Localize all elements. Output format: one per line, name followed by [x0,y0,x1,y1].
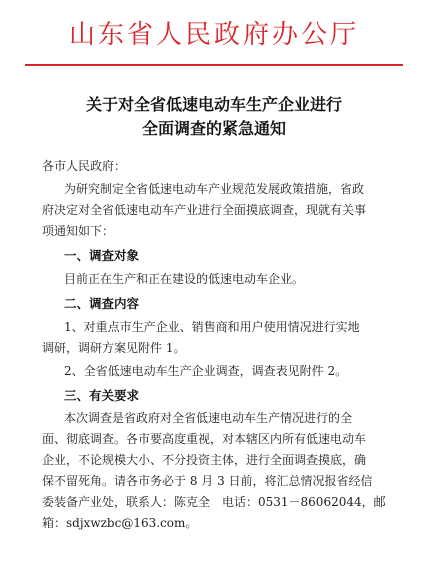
issuing-office: 山东省人民政府办公厅 [68,19,359,50]
salutation: 各市人民政府： [42,159,127,173]
intro-line: 府决定对全省低速电动车产业进行全面摸底调查，现就有关事 [42,203,367,217]
section-heading-content: 二、调查内容 [64,296,140,311]
section-line: 本次调查是省政府对全省低速电动车生产情况进行的全 [64,411,353,425]
section-heading-requirements: 三、有关要求 [64,388,140,403]
document-title-line-2: 全面调查的紧急通知 [141,119,286,138]
section-line: 目前正在生产和正在建设的低速电动车企业。 [64,272,305,286]
contact-email-line: 箱：sdjxwzbc@163.com。 [42,516,198,530]
section-line: 1、对重点市生产企业、销售商和用户使用情况进行实地 [64,320,360,334]
section-line: 委装备产业处，联系人：陈克全 电话：0531－86062044，邮 [42,495,386,509]
letterhead [0,0,428,64]
intro-line: 为研究制定全省低速电动车产业规范发展政策措施，省政 [64,182,365,196]
red-divider-line [25,64,403,66]
section-line: 调研，调研方案见附件 1。 [42,341,186,355]
document-title-line-1: 关于对全省低速电动车生产企业进行 [85,95,342,114]
section-line: 保不留死角。请各市务必于 8 月 3 日前，将汇总情况报省经信 [42,474,373,488]
section-heading-targets: 一、调查对象 [64,248,140,263]
section-line: 面、彻底调查。各市要高度重视，对本辖区内所有低速电动车 [42,432,367,446]
intro-line: 项通知如下： [42,224,115,238]
section-line: 企业，不论规模大小、不分投资主体，进行全面调查摸底，确 [42,453,367,467]
section-line: 2、全省低速电动车生产企业调查，调查表见附件 2。 [64,364,348,378]
